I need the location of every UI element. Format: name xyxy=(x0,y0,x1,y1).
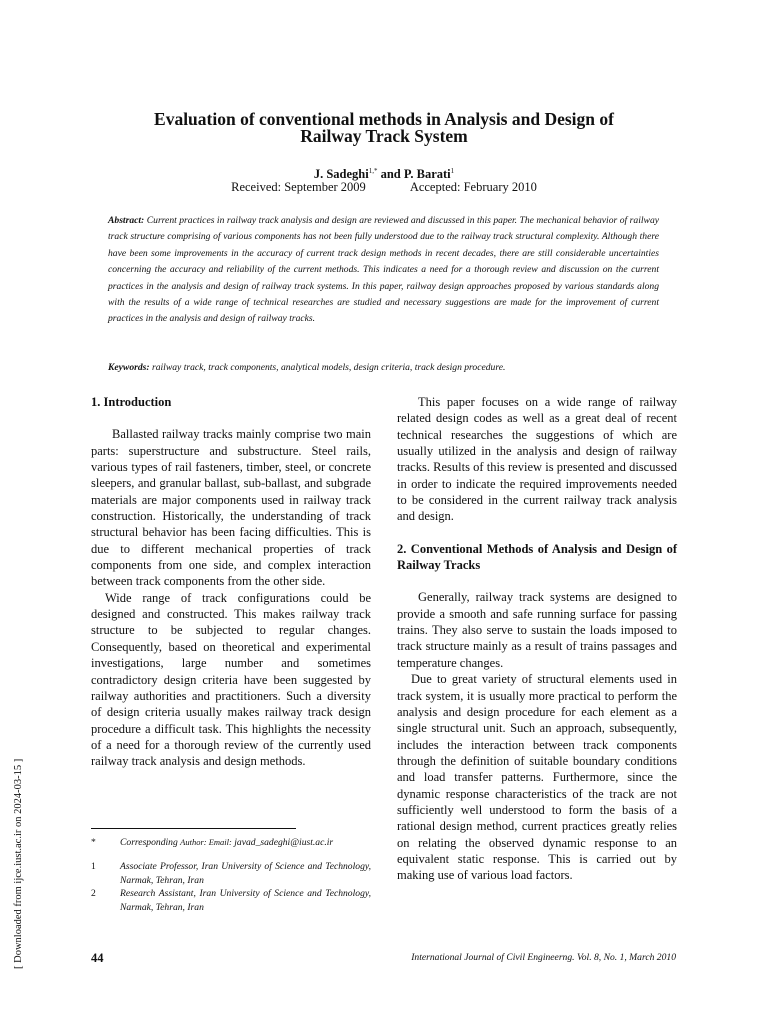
left-column xyxy=(91,394,371,770)
keywords xyxy=(108,361,668,374)
author-2-affiliation: 1 xyxy=(450,167,455,175)
intro-paragraph-1: Ballasted railway tracks mainly comprise two main parts: superstructure and substructure. Steel rails, various types of rail fasteners, timber, steel, or concrete sleepers, and granular ballast, sub-ballast, and subgrade materials are major components used in railway track construction. Historically, the understanding of track structural behavior has been facing difficulties. This is due to different mechanical properties of track components from one side, and complex interaction between track components from the other side. xyxy=(91,427,371,589)
section-2-paragraph-1: Generally, railway track systems are designed to provide a smooth and safe running surface for passing trains. They also serve to sustain the loads imposed to track structure mainly as a result of trains passages and temperature changes. xyxy=(397,590,677,670)
footnote-mark: * xyxy=(91,837,96,848)
keywords-text: railway track, track components, analytical models, design criteria, track design procedure. xyxy=(151,362,506,373)
footnote-mark: 1 xyxy=(91,861,96,873)
keywords-label: Keywords: xyxy=(108,362,150,373)
page-number: 44 xyxy=(91,951,104,965)
corresponding-author-label: Author: Email: xyxy=(180,837,232,847)
paper-title xyxy=(92,111,676,145)
right-column xyxy=(397,394,677,884)
abstract xyxy=(108,213,659,328)
accepted-date: Accepted: February 2010 xyxy=(409,180,537,194)
author-2: P. Barati xyxy=(403,167,451,182)
footnote-2 xyxy=(91,887,371,914)
footnotes xyxy=(91,836,371,914)
abstract-label: Abstract: xyxy=(108,215,145,226)
corresponding-label: Corresponding xyxy=(120,837,178,848)
footnote-1-text: Associate Professor, Iran University of Science and Technology, Narmak, Tehran, Iran xyxy=(120,861,371,886)
section-1-heading: 1. Introduction xyxy=(91,395,172,409)
author-conjunction: and xyxy=(380,167,401,182)
section-2-paragraph-2: Due to great variety of structural elements used in track system, it is usually more practical to perform the analysis and design procedure for each element as a single structural unit. Such an approach, subsequently, includes the interaction between track components through the definition of suitable boundary conditions and load transfer patterns. Furthermore, since the dynamic response characteristics of the track are not sufficiently well understood to form the basis of a rational design method, current practices greatly relies on relating the observed dynamic response to an equivalent static response. This is carried out by making use of various load factors. xyxy=(397,672,677,883)
author-1-affiliation: 1,* xyxy=(368,167,378,175)
abstract-text: Current practices in railway track analysis and design are reviewed and discussed in this paper. The mechanical behavior of railway track structure comprising of various components has not been fully understood due to the railway track structural complexity. Although there have been some improvements in the accuracy of current track design methods in recent decades, there are still considerable uncertainties concerning the accuracy and reliability of the current methods. This indicates a need for a thorough review and discussion on the current practices in the analysis and design of railway track systems. In this paper, railway design approaches proposed by various standards along with the results of a wide range of technical researches are studied and necessary suggestions are made for the improvement of current practices in the analysis and design of railway tracks. xyxy=(108,215,659,325)
intro-paragraph-2: Wide range of track configurations could be designed and constructed. This makes railway track structure to be subjected to regular changes. Consequently, based on theoretical and experimental investigations, large number and sometimes contradictory design criteria have been suggested by railway authorities and practitioners. Such a diversity of design criteria usually makes railway track design procedure a difficult task. This highlights the necessity of a need for a thorough review of the currently used railway track analysis and design methods. xyxy=(91,590,371,769)
footnote-2-text: Research Assistant, Iran University of Science and Technology, Narmak, Tehran, Iran xyxy=(120,888,371,913)
corresponding-email[interactable]: javad_sadeghi@iust.ac.ir xyxy=(234,837,334,848)
submission-dates xyxy=(92,180,676,195)
footnote-divider xyxy=(91,828,296,829)
title-line-2: Railway Track System xyxy=(300,126,468,146)
intro-paragraph-3: This paper focuses on a wide range of railway related design codes as well as a great deal of recent technical researches the suggestions of which are usually utilized in the analysis and design of railway tracks. Results of this review is presented and discussed in order to indicate the required improvements needed to be considered in the current railway track analysis and design. xyxy=(397,395,677,524)
journal-citation: International Journal of Civil Engineerng. Vol. 8, No. 1, March 2010 xyxy=(411,952,676,963)
download-stamp: [ Downloaded from ijce.iust.ac.ir on 2024-03-15 ] xyxy=(13,758,24,969)
footnote-corresponding xyxy=(91,836,371,849)
footnote-mark: 2 xyxy=(91,888,96,900)
section-2-heading: 2. Conventional Methods of Analysis and Design of Railway Tracks xyxy=(397,541,677,573)
footnote-1 xyxy=(91,860,371,887)
title-line-1: Evaluation of conventional methods in Analysis and Design of xyxy=(154,109,614,129)
author-1: J. Sadeghi xyxy=(313,167,369,182)
received-date: Received: September 2009 xyxy=(231,180,366,194)
